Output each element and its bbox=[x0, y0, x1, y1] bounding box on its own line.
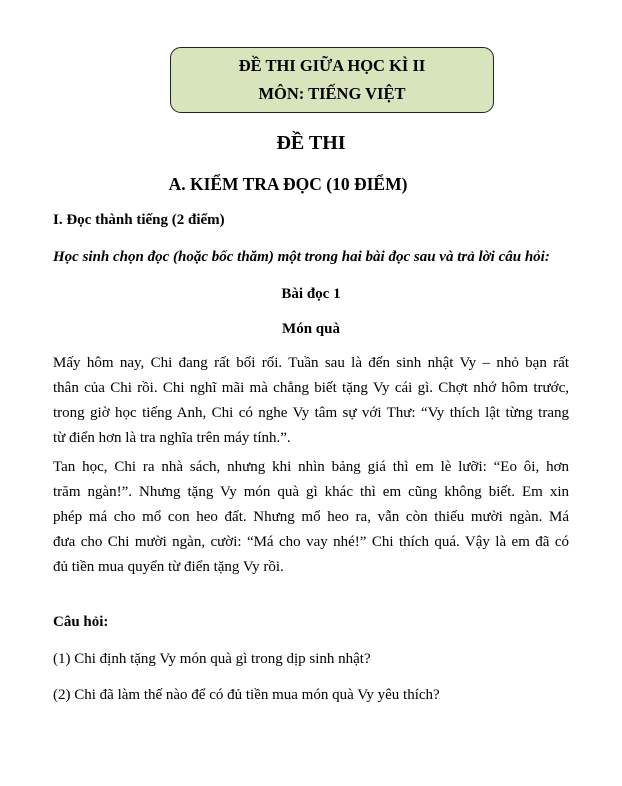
paragraph-line: Mấy hôm nay, Chi đang rất bối rối. Tuần sau là đến sinh nhật Vy – nhỏ bạn rất bbox=[53, 355, 569, 371]
paragraph-line: trăm ngàn!”. Nhưng tặng Vy món quà gì khác thì em cũng không biết. Em xin bbox=[53, 484, 569, 500]
paragraph-line: từ điển hơn là tra nghĩa trên máy tính.”. bbox=[53, 430, 291, 446]
question-item: (1) Chi định tặng Vy món quà gì trong dịp sinh nhật? bbox=[53, 651, 371, 667]
paragraph-line: phép má cho mổ con heo đất. Nhưng mổ heo ra, vẫn còn thiếu mười ngàn. Má bbox=[53, 509, 569, 525]
questions-label: Câu hỏi: bbox=[53, 614, 109, 630]
paragraph-line: thân của Chi rồi. Chi nghĩ mãi mà chẳng biết tặng Vy cái gì. Chợt nhớ hôm trước, bbox=[53, 380, 569, 396]
exam-header-title: ĐỀ THI GIỮA HỌC KÌ II bbox=[238, 56, 426, 75]
exam-header-subject: MÔN: TIẾNG VIỆT bbox=[258, 84, 406, 103]
reading-label: Bài đọc 1 bbox=[281, 286, 341, 302]
question-item: (2) Chi đã làm thế nào để có đủ tiền mua món quà Vy yêu thích? bbox=[53, 687, 440, 703]
paragraph-line: trong giờ học tiếng Anh, Chi có nghe Vy tâm sự với Thư: “Vy thích lật từng trang bbox=[53, 405, 569, 421]
exam-header-box bbox=[170, 47, 494, 113]
instruction-text: Học sinh chọn đọc (hoặc bốc thăm) một trong hai bài đọc sau và trả lời câu hỏi: bbox=[53, 249, 550, 265]
story-paragraph-1 bbox=[53, 351, 569, 451]
paragraph-line: đưa cho Chi mười ngàn, cười: “Má cho vay nhé!” Chi thích quá. Vậy là em đã có bbox=[53, 534, 569, 550]
exam-title: ĐỀ THI bbox=[276, 132, 346, 154]
story-title: Món quà bbox=[282, 321, 340, 337]
story-paragraph-2 bbox=[53, 455, 569, 580]
section-a-heading: A. KIỂM TRA ĐỌC (10 ĐIỂM) bbox=[168, 174, 408, 194]
paragraph-line: đủ tiền mua quyển từ điển tặng Vy rồi. bbox=[53, 559, 284, 575]
subsection-reading-aloud: I. Đọc thành tiếng (2 điểm) bbox=[53, 212, 225, 228]
paragraph-line: Tan học, Chi ra nhà sách, nhưng khi nhìn bảng giá thì em lè lưỡi: “Eo ôi, hơn bbox=[53, 459, 569, 475]
